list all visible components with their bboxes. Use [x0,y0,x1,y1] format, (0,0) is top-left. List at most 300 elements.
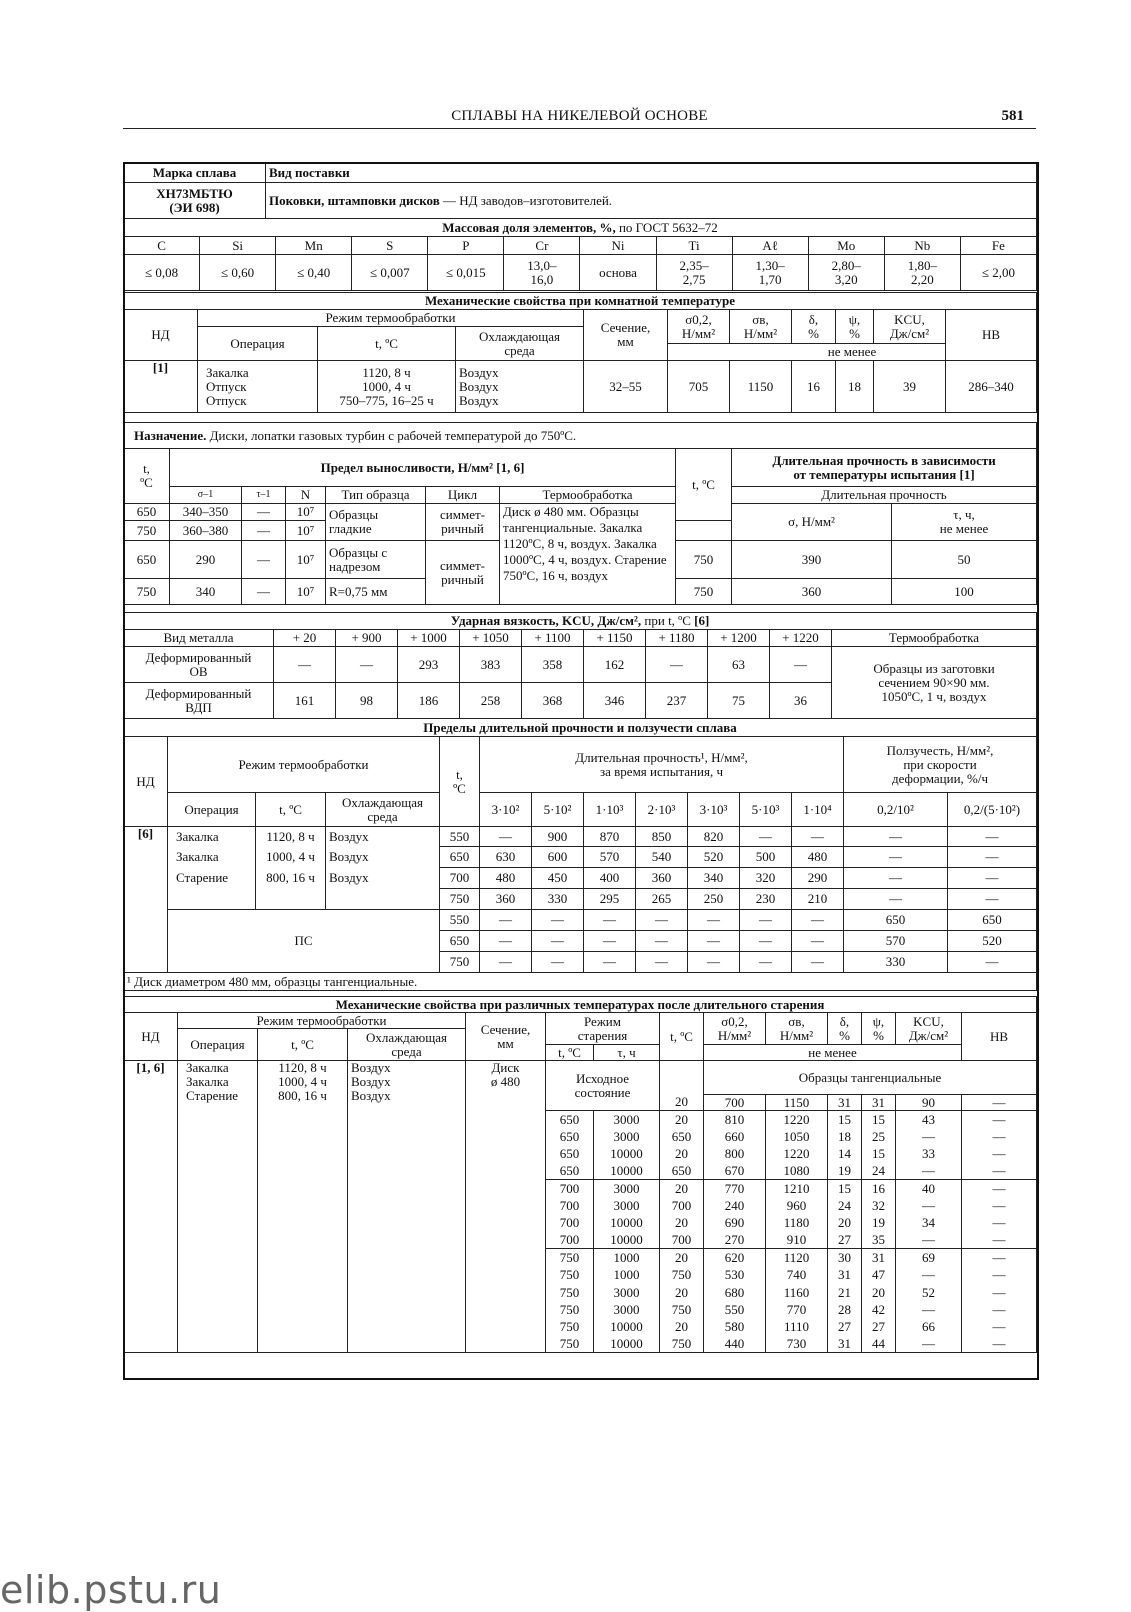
element-value: ≤ 2,00 [960,255,1036,291]
col-kcu: KCU, Дж/см² [874,310,946,344]
element-C: C [124,237,200,255]
cell: 800, 16 ч [256,868,326,889]
cell: 1120 [766,1249,828,1266]
cell: — [896,1128,962,1145]
element-value: 2,35– 2,75 [656,255,732,291]
heat-text: Диск ø 480 мм. Образцы тангенциальные. Закалка 1120ºС, 8 ч, воздух. Закалка 1000ºС, 4 ч, воздух. Старение 750ºС, 16 ч, воздух [500,504,676,605]
cell: Образцы гладкие [326,504,426,541]
cell: 340–350 [170,504,242,521]
col-temp: + 20 [274,630,336,647]
cell: — [242,504,286,521]
cell: 90 [896,1095,962,1111]
cell: 63 [708,647,770,683]
col-t: t, ºC [124,449,170,504]
cell: 10000 [594,1232,660,1249]
col-temp: + 1000 [398,630,460,647]
cell: 700 [704,1095,766,1111]
element-value: ≤ 0,08 [124,255,200,291]
col-nd: НД [124,1013,178,1061]
cell: 1150 [730,361,792,413]
col-operation: Операция [178,1029,258,1061]
grade-label: Марка сплава [124,163,266,183]
mech-room-table [123,292,1037,413]
cell: 43 [896,1111,962,1128]
cell: 186 [398,683,460,719]
cell: 250 [688,889,740,910]
cell: 340 [170,579,242,605]
cell: — [962,1111,1037,1128]
cell: 1110 [766,1318,828,1335]
element-S: S [352,237,428,255]
cell: — [962,1197,1037,1214]
cell: 820 [688,827,740,847]
cell: 10⁷ [286,579,326,605]
mech-room-title: Механические свойства при комнатной температуре [124,293,1037,310]
cell: 10⁷ [286,541,326,579]
cell: 24 [828,1197,862,1214]
cell: 870 [584,827,636,847]
cell: — [688,910,740,931]
cell: 730 [766,1335,828,1352]
cell: — [740,952,792,973]
element-Mn: Mn [276,237,352,255]
element-Fe: Fe [960,237,1036,255]
col-heat: Термообработка [832,630,1037,647]
cell: — [962,1318,1037,1335]
col-temp: + 1100 [522,630,584,647]
col-mode: Режим термообработки [178,1013,466,1029]
cell: 450 [532,868,584,889]
cell: 1120, 8 ч 1000, 4 ч 800, 16 ч [258,1061,348,1353]
col-time: 5·10² [532,793,584,827]
cell: 705 [668,361,730,413]
cell: 31 [828,1266,862,1283]
cell: 237 [646,683,708,719]
cell: 580 [704,1318,766,1335]
cell: 34 [896,1214,962,1231]
cell: 368 [522,683,584,719]
col-time: 3·10² [480,793,532,827]
cell: 19 [862,1214,896,1231]
cell: 20 [862,1283,896,1300]
cell: 750 [546,1301,594,1318]
cell: 161 [274,683,336,719]
col-operation: Операция [198,327,318,361]
cell: — [480,910,532,931]
cell: 1150 [766,1095,828,1111]
cell: 293 [398,647,460,683]
element-value: ≤ 0,60 [200,255,276,291]
cell: Закалка [168,827,256,847]
cell: 100 [892,579,1037,605]
cell: 24 [862,1162,896,1179]
running-header [123,104,1036,129]
cell: — [532,931,584,952]
cell: — [242,541,286,579]
lt-col-tau: τ, ч, не менее [892,504,1037,541]
cell: 650 [660,1128,704,1145]
col-time: 3·10³ [688,793,740,827]
cell: 620 [704,1249,766,1266]
col-heat: Термообработка [500,487,676,504]
lt-col-s: σ, Н/мм² [732,504,892,541]
col-temp: + 1200 [708,630,770,647]
cell: 30 [828,1249,862,1266]
creep-note: ¹ Диск диаметром 480 мм, образцы тангенциальные. [124,973,1037,991]
header-title: СПЛАВЫ НА НИКЕЛЕВОЙ ОСНОВЕ [451,108,708,124]
col-psi: ψ, % [836,310,874,344]
cell: 20 [660,1249,704,1266]
cell: 265 [636,889,688,910]
element-Aℓ: Aℓ [732,237,808,255]
col-s: σ–1 [170,487,242,504]
col-rate: 0,2/(5·10²) [948,793,1037,827]
cell: 31 [862,1249,896,1266]
cell: 540 [636,847,688,868]
col-time: 5·10³ [740,793,792,827]
element-value: основа [580,255,656,291]
cell: 1000 [594,1266,660,1283]
cell: 358 [522,647,584,683]
cell: 15 [828,1111,862,1128]
cell: 290 [792,868,844,889]
element-Nb: Nb [884,237,960,255]
cell: 42 [862,1301,896,1318]
col-sb: σв, Н/мм² [766,1013,828,1045]
cell: 66 [896,1318,962,1335]
cell: 1000, 4 ч [256,847,326,868]
cell: 295 [584,889,636,910]
cell: 750 [676,541,732,579]
col-rate: 0,2/10² [844,793,948,827]
cell: 258 [460,683,522,719]
cell: — [770,647,832,683]
cell: 40 [896,1180,962,1197]
col-kcu: KCU, Дж/см² [896,1013,962,1045]
cell: Образцы с надрезом [326,541,426,579]
cell: — [896,1335,962,1352]
cell: Воздух [326,847,440,868]
cell: 10000 [594,1335,660,1352]
cell: 32 [862,1197,896,1214]
col-age-t: t, ºC [546,1045,594,1061]
cell: 31 [828,1095,862,1111]
cell: 1210 [766,1180,828,1197]
cell: 240 [704,1197,766,1214]
cell: Воздух [326,827,440,847]
cell: — [896,1162,962,1179]
cell: 35 [862,1232,896,1249]
cell: 33 [896,1145,962,1162]
cell: 700 [660,1232,704,1249]
cell: 750 [546,1266,594,1283]
col-temp: t, ºC [258,1029,348,1061]
cell: 330 [532,889,584,910]
cell: — [962,1180,1037,1197]
cell: 20 [660,1180,704,1197]
cell: 520 [948,931,1037,952]
ref: [1] [124,361,198,413]
cell: — [584,952,636,973]
cell: 360 [636,868,688,889]
cell: 500 [740,847,792,868]
cell: 98 [336,683,398,719]
cell: 44 [862,1335,896,1352]
endurance-table [123,448,1037,605]
cell: — [792,952,844,973]
cell: 270 [704,1232,766,1249]
cell: 750 [660,1301,704,1318]
cell: 27 [828,1232,862,1249]
col-temp: + 900 [336,630,398,647]
cell: 75 [708,683,770,719]
element-Ti: Ti [656,237,732,255]
col-test-t: t, ºC [660,1013,704,1061]
cell: 31 [862,1095,896,1111]
grade-name: ХН73МБТЮ (ЭИ 698) [124,183,266,219]
cell: 286–340 [946,361,1037,413]
cell: 3000 [594,1111,660,1128]
initial-state: Исходное состояние [546,1061,660,1111]
aging-table [123,996,1037,1353]
cell: — [948,847,1037,868]
cell: — [792,931,844,952]
cell: — [896,1266,962,1283]
element-Mo: Mo [808,237,884,255]
col-nd: НД [124,310,198,361]
cell: 32–55 [584,361,668,413]
cell: 700 [546,1232,594,1249]
cell: — [962,1145,1037,1162]
element-value: 1,80– 2,20 [884,255,960,291]
cell: — [948,889,1037,910]
cell: 21 [828,1283,862,1300]
cell: 650 [440,847,480,868]
cell: 3000 [594,1283,660,1300]
col-tau: τ–1 [242,487,286,504]
cell: 39 [874,361,946,413]
element-value: 2,80– 3,20 [808,255,884,291]
cell: — [584,910,636,931]
cell: 1160 [766,1283,828,1300]
col-temp: + 1220 [770,630,832,647]
cell: 20 [660,1145,704,1162]
cell: — [480,827,532,847]
cell: 346 [584,683,646,719]
cell: 25 [862,1128,896,1145]
cell [256,889,326,910]
cell [168,889,256,910]
cell: — [896,1301,962,1318]
col-mode: Режим термообработки [198,310,584,327]
col-t: t, ºC [440,737,480,827]
metal-type: Деформированный ОВ [124,647,274,683]
cell: 570 [844,931,948,952]
col-metal: Вид металла [124,630,274,647]
ref: [1, 6] [124,1061,178,1353]
impact-table [123,612,1037,719]
col-delta: δ, % [792,310,836,344]
cell: — [480,952,532,973]
cell: 390 [732,541,892,579]
col-type: Тип образца [326,487,426,504]
cell: — [242,521,286,541]
cell: — [740,827,792,847]
cell: 750 [546,1335,594,1352]
col-creep: Ползучесть, Н/мм², при скорости деформации, %/ч [844,737,1037,793]
ref: [6] [124,827,168,973]
element-P: P [428,237,504,255]
cell: — [242,579,286,605]
cell: — [274,647,336,683]
aging-title: Механические свойства при различных температурах после длительного старения [124,997,1037,1013]
impact-title: Ударная вязкость, KCU, Дж/см², при t, ºC [6] [124,613,1037,630]
cell: 10⁷ [286,504,326,521]
cell: — [636,910,688,931]
cell: 20 [660,1283,704,1300]
cell: 910 [766,1232,828,1249]
cell: 550 [440,910,480,931]
cell: 750 [546,1318,594,1335]
cell: 210 [792,889,844,910]
cell: 36 [770,683,832,719]
cell: Закалка Отпуск Отпуск [198,361,318,413]
cell: 1050 [766,1128,828,1145]
cell: — [962,1249,1037,1266]
cell: — [584,931,636,952]
cell: 1080 [766,1162,828,1179]
supply-text: Поковки, штамповки дисков — НД заводов–изготовителей. [266,183,1037,219]
cell: — [844,889,948,910]
supply-label: Вид поставки [266,163,1037,183]
impact-heat: Образцы из заготовки сечением 90×90 мм. 1050ºС, 1 ч, воздух [832,647,1037,719]
cell: — [740,931,792,952]
col-section: Сечение, мм [466,1013,546,1061]
cell: 750 [546,1283,594,1300]
col-age-tau: τ, ч [594,1045,660,1061]
cell: 16 [792,361,836,413]
cell: 650 [948,910,1037,931]
min-label: не менее [668,344,1037,361]
cell: 750 [124,521,170,541]
cell: — [948,827,1037,847]
col-hb: НВ [946,310,1037,361]
cell: 660 [704,1128,766,1145]
cell: 3000 [594,1128,660,1145]
cell: 290 [170,541,242,579]
col-temp: t, ºC [318,327,456,361]
cell: 750 [660,1266,704,1283]
cell: — [480,931,532,952]
lt-title: Длительная прочность в зависимости от температуры испытания [1] [732,449,1037,487]
col-temp: t, ºC [256,793,326,827]
grade-table [123,162,1037,219]
cell: 1220 [766,1111,828,1128]
col-lt-t: t, ºC [676,449,732,521]
col-section: Сечение, мм [584,310,668,361]
cell: — [962,1301,1037,1318]
element-value: 13,0– 16,0 [504,255,580,291]
creep-table [123,718,1037,991]
cell: 530 [704,1266,766,1283]
col-temp: + 1050 [460,630,522,647]
cell: 27 [862,1318,896,1335]
cell: 650 [440,931,480,952]
cell: — [962,1335,1037,1352]
cell: 14 [828,1145,862,1162]
composition-title: Массовая доля элементов, %, по ГОСТ 5632–72 [124,219,1037,237]
col-time: 1·10⁴ [792,793,844,827]
cell: — [532,910,584,931]
cell: 480 [792,847,844,868]
min-label: не менее [704,1045,962,1061]
cell: 52 [896,1283,962,1300]
cell: 20 [660,1095,704,1111]
col-mode: Режим термообработки [168,737,440,793]
page-number: 581 [1001,108,1024,124]
cell: 680 [704,1283,766,1300]
cell: Закалка [168,847,256,868]
cell: 3000 [594,1197,660,1214]
cell: 47 [862,1266,896,1283]
cell [326,889,440,910]
cell: 1220 [766,1145,828,1162]
cell: — [844,868,948,889]
cell: — [688,931,740,952]
cell: 600 [532,847,584,868]
cell: 15 [862,1111,896,1128]
cell: 20 [660,1214,704,1231]
samples-label: Образцы тангенциальные [704,1061,1037,1095]
cell: 650 [546,1128,594,1145]
cell: 320 [740,868,792,889]
cell: — [896,1232,962,1249]
cell: 31 [828,1335,862,1352]
col-s02: σ0,2, Н/мм² [704,1013,766,1045]
cell: — [962,1232,1037,1249]
cell: 960 [766,1197,828,1214]
cell: — [962,1214,1037,1231]
col-s02: σ0,2, Н/мм² [668,310,730,344]
lt-sub: Длительная прочность [732,487,1037,504]
cell: 750 [440,889,480,910]
cell: симмет- ричный [426,504,500,541]
element-Si: Si [200,237,276,255]
cell: 900 [532,827,584,847]
cell: 28 [828,1301,862,1318]
cell: Воздух Воздух Воздух [348,1061,466,1353]
watermark: elib.pstu.ru [0,1568,222,1612]
cell: — [962,1162,1037,1179]
endurance-title: Предел выносливости, Н/мм² [1, 6] [170,449,676,487]
cell: 750 [676,579,732,605]
cell: 15 [828,1180,862,1197]
cell: 770 [704,1180,766,1197]
col-operation: Операция [168,793,256,827]
cell: 69 [896,1249,962,1266]
cell: 400 [584,868,636,889]
cell: 1120, 8 ч [256,827,326,847]
cell: 670 [704,1162,766,1179]
cell: — [962,1266,1037,1283]
col-sb: σв, Н/мм² [730,310,792,344]
cell: — [962,1128,1037,1145]
cell: R=0,75 мм [326,579,426,605]
cell: 3000 [594,1180,660,1197]
cell: 650 [660,1162,704,1179]
cell: 10000 [594,1145,660,1162]
col-lt: Длительная прочность¹, Н/мм², за время испытания, ч [480,737,844,793]
